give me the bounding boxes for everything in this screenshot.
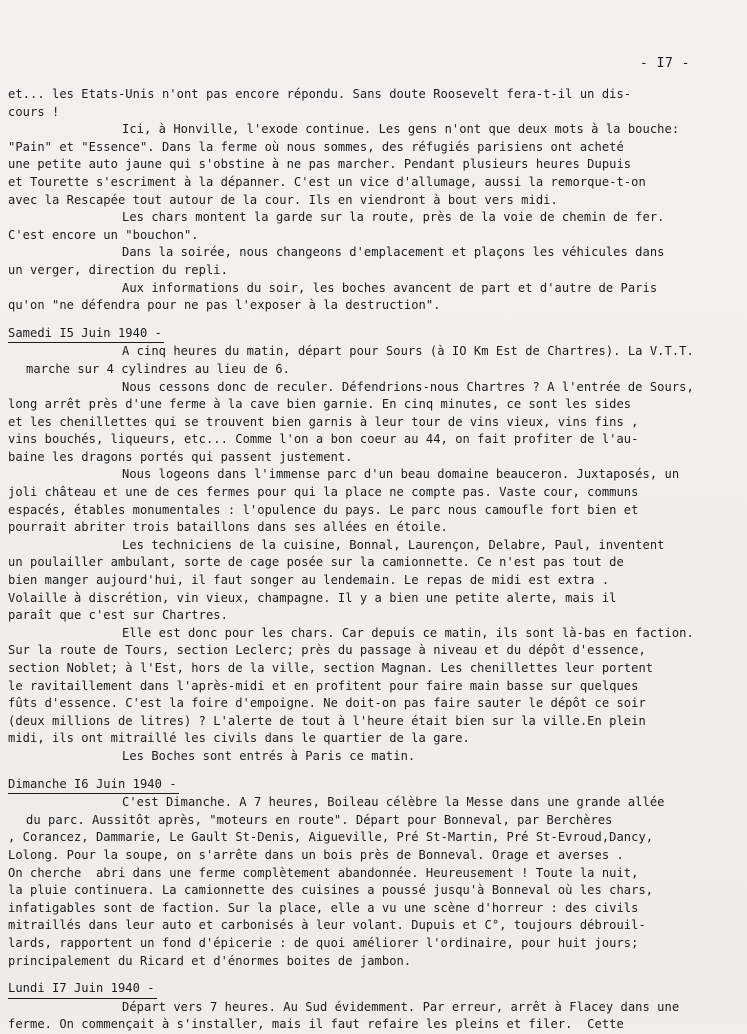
paragraph-first-line: Elle est donc pour les chars. Car depuis ce matin, ils sont là-bas en faction. (122, 625, 694, 640)
text-line: Volaille à discrétion, vin vieux, champagne. Il y a bien une petite alerte, mais il (8, 590, 617, 605)
text-line: pourrait abriter trois bataillons dans ses allées en étoile. (8, 520, 448, 535)
text-line: et Tourette s'escriment à la dépanner. C'est un vice d'allumage, aussi la remorque-t-on (8, 174, 646, 189)
text-line: fûts d'essence. C'est la foire d'empoigne. Ne doit-on pas faire sauter le dépôt ce soir (8, 696, 646, 711)
date-heading-row (8, 766, 743, 795)
text-line: un verger, direction du repli. (8, 262, 228, 277)
text-line: et les chenillettes qui se trouvent bien garnis à leur tour de vins vieux, vins fins , (8, 414, 639, 429)
text-line: section Noblet; à l'Est, hors de la ville, section Magnan. Les chenillettes leur portent (8, 661, 654, 675)
text-line: avec la Rescapée tout autour de la cour. Ils en viendront à bout vers midi. (8, 192, 558, 207)
text-line: paraît que c'est sur Chartres. (8, 608, 228, 623)
text-line: , Corancez, Dammarie, Le Gault St-Denis, Aigueville, Pré St-Martin, Pré St-Evroud,Dancy, (8, 830, 654, 845)
text-line: qu'on "ne défendra pour ne pas l'exposer à la destruction". (8, 298, 441, 313)
text-line: mitraillés dans leur auto et carbonisés à leur volant. Dupuis et C°, toujours débrouil- (8, 918, 646, 933)
text-line: principalement du Ricard et d'énormes boites de jambon. (8, 953, 412, 968)
paragraph-first-line: Nous logeons dans l'immense parc d'un beau domaine beauceron. Juxtaposés, un (122, 467, 680, 482)
text-line: Sur la route de Tours, section Leclerc; près du passage à niveau et du dépôt d'essence, (8, 643, 646, 658)
text-line: Lolong. Pour la soupe, on s'arrête dans un bois près de Bonneval. Orage et averses . (8, 847, 624, 862)
paragraph-first-line: Les Boches sont entrés à Paris ce matin. (122, 748, 416, 763)
text-line: On cherche abri dans une ferme complètement abandonnée. Heureusement ! Toute la nuit, (8, 865, 639, 880)
text-line: vins bouchés, liqueurs, etc... Comme l'on a bon coeur au 44, on fait profiter de l'au- (8, 432, 639, 447)
date-heading: Dimanche I6 Juin 1940 - (8, 776, 179, 795)
date-heading-row (8, 315, 743, 344)
paragraph-first-line: Ici, à Honville, l'exode continue. Les gens n'ont que deux mots à la bouche: (122, 122, 680, 137)
text-line: une petite auto jaune qui s'obstine à ne pas marcher. Pendant plusieurs heures Dupuis (8, 157, 632, 172)
text-line: midi, ils ont mitraillé les civils dans le quartier de la gare. (8, 731, 470, 746)
paragraph-first-line: C'est Dimanche. A 7 heures, Boileau célèbre la Messe dans une grande allée (122, 795, 665, 810)
paragraph-first-line: Dans la soirée, nous changeons d'emplacement et plaçons les véhicules dans (122, 245, 665, 260)
text-line: (deux millions de litres) ? L'alerte de tout à l'heure était bien sur la ville.En plein (8, 713, 646, 728)
page-number: - I7 - (640, 56, 690, 71)
text-line: baine les dragons portés qui passent justement. (8, 449, 353, 464)
text-line: et... les Etats-Unis n'ont pas encore répondu. Sans doute Roosevelt fera-t-il un dis- (8, 87, 632, 101)
text-line: "Pain" et "Essence". Dans la ferme où nous sommes, des réfugiés parisiens ont acheté (8, 139, 624, 154)
paragraph-first-line: Aux informations du soir, les boches avancent de part et d'autre de Paris (122, 280, 658, 295)
text-line: espacés, étables monumentales : l'opulence du pays. Le parc nous camoufle fort bien et (8, 502, 639, 517)
text-line: infatigables sont de faction. Sur la place, elle a vu une scène d'horreur : des civils (8, 900, 639, 915)
text-line: C'est encore un "bouchon". (8, 227, 199, 242)
text-line: le ravitaillement dans l'après-midi et en profitent pour faire main basse sur quelques (8, 678, 639, 693)
text-line: lards, rapportent un fond d'épicerie : de quoi améliorer l'ordinaire, pour huit jours; (8, 935, 639, 950)
text-line: du parc. Aussitôt après, "moteurs en route". Départ pour Bonneval, par Berchères (26, 812, 613, 827)
text-line: cours ! (8, 104, 60, 119)
paragraph-first-line: Les chars montent la garde sur la route, près de la voie de chemin de fer. (122, 210, 665, 225)
text-line: marche sur 4 cylindres au lieu de 6. (26, 361, 290, 376)
text-line: la pluie continuera. La camionnette des cuisines a poussé jusqu'à Bonneval où les chars, (8, 883, 654, 898)
text-line: un poulailler ambulant, sorte de cage posée sur la camionnette. Ce n'est pas tout de (8, 555, 624, 570)
date-heading: Lundi I7 Juin 1940 - (8, 980, 157, 999)
text-line: ferme. On commençait à s'installer, mais il faut refaire les pleins et filer. Cette (8, 1017, 624, 1032)
paragraph-first-line: A cinq heures du matin, départ pour Sours (à IO Km Est de Chartres). La V.T.T. (122, 344, 694, 359)
paragraph-first-line: Nous cessons donc de reculer. Défendrions-nous Chartres ? A l'entrée de Sours, (122, 379, 694, 394)
date-heading-row (8, 970, 743, 999)
paragraph-first-line: Départ vers 7 heures. Au Sud évidemment. Par erreur, arrêt à Flacey dans une (122, 999, 680, 1014)
text-line: bien manger aujourd'hui, il faut songer au lendemain. Le repas de midi est extra . (8, 573, 610, 588)
text-line: joli château et une de ces fermes pour qui la place ne compte pas. Vaste cour, communs (8, 485, 639, 500)
paragraph-first-line: Les techniciens de la cuisine, Bonnal, Laurençon, Delabre, Paul, inventent (122, 537, 665, 552)
text-line: long arrêt près d'une ferme à la cave bien garnie. En cinq minutes, ce sont les sides (8, 397, 632, 412)
document-body (8, 86, 743, 1034)
date-heading: Samedi I5 Juin 1940 - (8, 325, 164, 344)
